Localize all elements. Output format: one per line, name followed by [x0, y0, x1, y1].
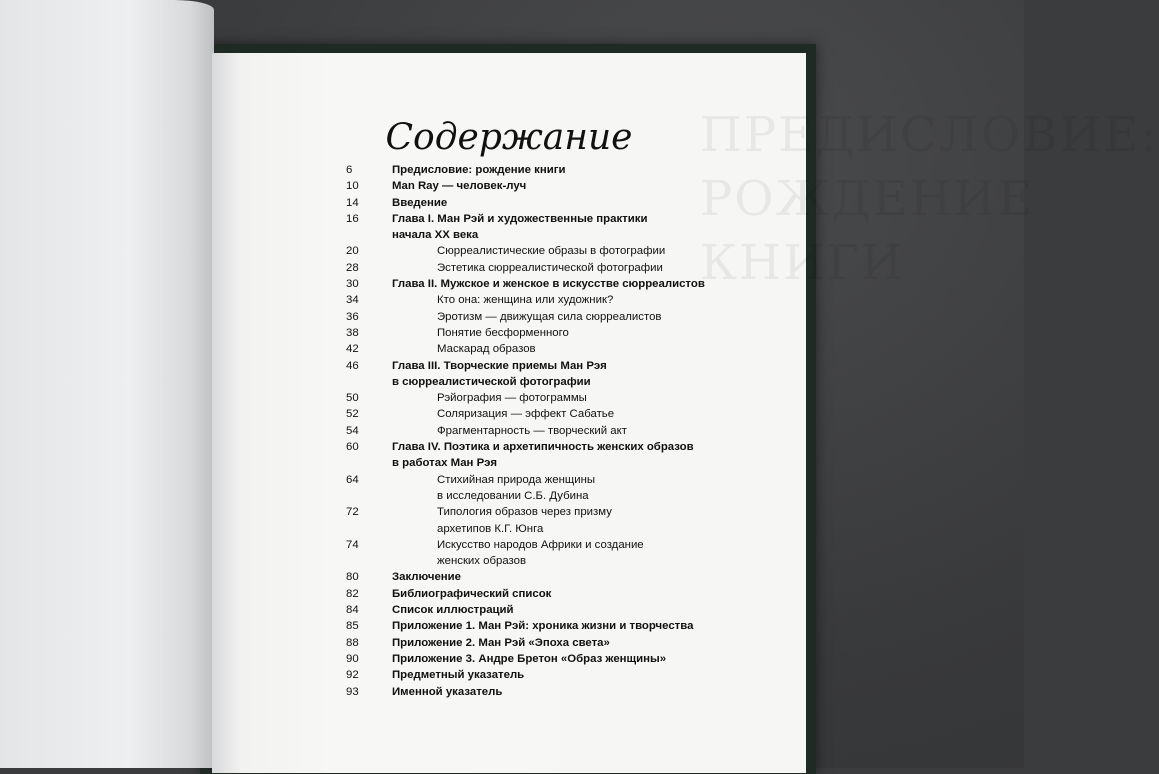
- toc-entry: [346, 635, 766, 651]
- toc-page-number: 38: [346, 326, 359, 339]
- toc-entry: [346, 423, 766, 439]
- toc-entry: [346, 195, 766, 211]
- toc-entry: [346, 341, 766, 357]
- toc-entry: [346, 504, 766, 520]
- toc-entry: [346, 602, 766, 618]
- toc-entry-title: Предметный указатель: [392, 669, 525, 682]
- toc-page-number: 74: [346, 538, 359, 551]
- toc-entry-title: Приложение 2. Ман Рэй «Эпоха света»: [392, 636, 610, 649]
- toc-entry-title: в исследовании С.Б. Дубина: [437, 489, 589, 502]
- toc-entry-title: Глава I. Ман Рэй и художественные практики: [392, 212, 648, 225]
- show-through-line: ПРЕДИСЛОВИЕ:: [700, 107, 1159, 163]
- toc-page-number: 6: [346, 164, 353, 176]
- toc-entry-title: в работах Ман Рэя: [392, 457, 497, 470]
- toc-page-number: 52: [346, 408, 359, 421]
- toc-entry-title: Эстетика сюрреалистической фотографии: [437, 261, 663, 274]
- toc-entry-title: женских образов: [437, 555, 527, 568]
- page-title: Содержание: [385, 117, 633, 158]
- toc-page-number: 54: [346, 424, 359, 437]
- toc-entry-title: Стихийная природа женщины: [437, 473, 596, 486]
- show-through-line: РОЖДЕНИЕ: [700, 171, 1035, 227]
- toc-entry: [346, 227, 766, 243]
- toc-page-number: 14: [346, 196, 359, 209]
- toc-page-number: 92: [346, 669, 359, 682]
- toc-entry: [346, 439, 766, 455]
- toc-entry-title: Типология образов через призму: [437, 506, 612, 519]
- toc-entry-title: Сюрреалистические образы в фотографии: [437, 245, 666, 258]
- toc-page-number: 16: [346, 212, 359, 225]
- toc-page-number: 82: [346, 587, 359, 600]
- toc-page-number: 42: [346, 343, 359, 356]
- toc-entry: [346, 243, 766, 259]
- toc-page-number: 80: [346, 571, 359, 584]
- toc-entry: [346, 390, 766, 406]
- toc-page-number: 64: [346, 473, 359, 486]
- toc-entry-title: Приложение 1. Ман Рэй: хроника жизни и творчества: [392, 620, 694, 633]
- toc-entry-title: Глава III. Творческие приемы Ман Рэя: [392, 359, 607, 372]
- toc-entry: [346, 537, 766, 553]
- toc-entry: [346, 260, 766, 276]
- toc-entry: [346, 569, 766, 585]
- toc-entry: [346, 406, 766, 422]
- toc-entry-title: Man Ray — человек-луч: [392, 180, 527, 193]
- toc-entry-title: Кто она: женщина или художник?: [437, 294, 614, 307]
- toc-page-number: 90: [346, 652, 359, 665]
- toc-entry: [346, 684, 766, 700]
- toc-entry: [346, 211, 766, 227]
- toc-entry: [346, 488, 766, 504]
- toc-entry-title: Маскарад образов: [437, 343, 536, 356]
- toc-entry-title: Эротизм — движущая сила сюрреалистов: [437, 310, 662, 323]
- toc-entry: [346, 162, 766, 178]
- table-of-contents: [346, 162, 766, 700]
- toc-page-number: 36: [346, 310, 359, 323]
- toc-page-number: 28: [346, 261, 359, 274]
- toc-page-number: 50: [346, 392, 359, 405]
- toc-entry: [346, 358, 766, 374]
- toc-entry-title: Именной указатель: [392, 685, 503, 698]
- toc-entry: [346, 455, 766, 471]
- toc-entry-title: Фрагментарность — творческий акт: [437, 424, 627, 437]
- toc-page-number: 72: [346, 506, 359, 519]
- toc-entry: [346, 178, 766, 194]
- toc-entry-title: Соляризация — эффект Сабатье: [437, 408, 615, 421]
- toc-entry: [346, 292, 766, 308]
- toc-page-number: 20: [346, 245, 359, 258]
- toc-entry: [346, 667, 766, 683]
- toc-entry: [346, 472, 766, 488]
- toc-page-number: 30: [346, 278, 359, 291]
- toc-entry-title: Искусство народов Африки и создание: [437, 538, 644, 551]
- toc-entry-title: Предисловие: рождение книги: [392, 164, 566, 176]
- toc-entry-title: Приложение 3. Андре Бретон «Образ женщины»: [392, 652, 667, 665]
- toc-page-number: 46: [346, 359, 359, 372]
- toc-page-number: 84: [346, 604, 359, 617]
- show-through-line: КНИГИ: [700, 235, 905, 291]
- toc-page-number: 88: [346, 636, 359, 649]
- toc-entry: [346, 374, 766, 390]
- toc-page-number: 10: [346, 180, 359, 193]
- toc-entry-title: Понятие бесформенного: [437, 326, 569, 339]
- toc-entry: [346, 325, 766, 341]
- toc-entry: [346, 586, 766, 602]
- toc-entry-title: Библиографический список: [392, 587, 552, 600]
- toc-entry-title: Глава IV. Поэтика и архетипичность женских образов: [392, 441, 694, 454]
- toc-page-number: 60: [346, 441, 359, 454]
- toc-entry: [346, 651, 766, 667]
- toc-page-number: 93: [346, 685, 359, 698]
- toc-page-number: 85: [346, 620, 359, 633]
- toc-entry: [346, 553, 766, 569]
- toc-entry: [346, 521, 766, 537]
- toc-entry-title: архетипов К.Г. Юнга: [437, 522, 544, 535]
- toc-page-number: 34: [346, 294, 359, 307]
- toc-entry-title: Список иллюстраций: [392, 604, 514, 617]
- toc-entry-title: Заключение: [392, 571, 462, 584]
- toc-entry-title: Введение: [392, 196, 448, 209]
- toc-entry-title: Рэйография — фотограммы: [437, 392, 587, 405]
- toc-entry-title: начала XX века: [392, 229, 479, 242]
- toc-entry: [346, 618, 766, 634]
- toc-entry-title: Глава II. Мужское и женское в искусстве сюрреалистов: [392, 278, 705, 291]
- toc-entry: [346, 309, 766, 325]
- toc-entry-title: в сюрреалистической фотографии: [392, 375, 591, 388]
- left-page: [0, 0, 214, 768]
- toc-entry: [346, 276, 766, 292]
